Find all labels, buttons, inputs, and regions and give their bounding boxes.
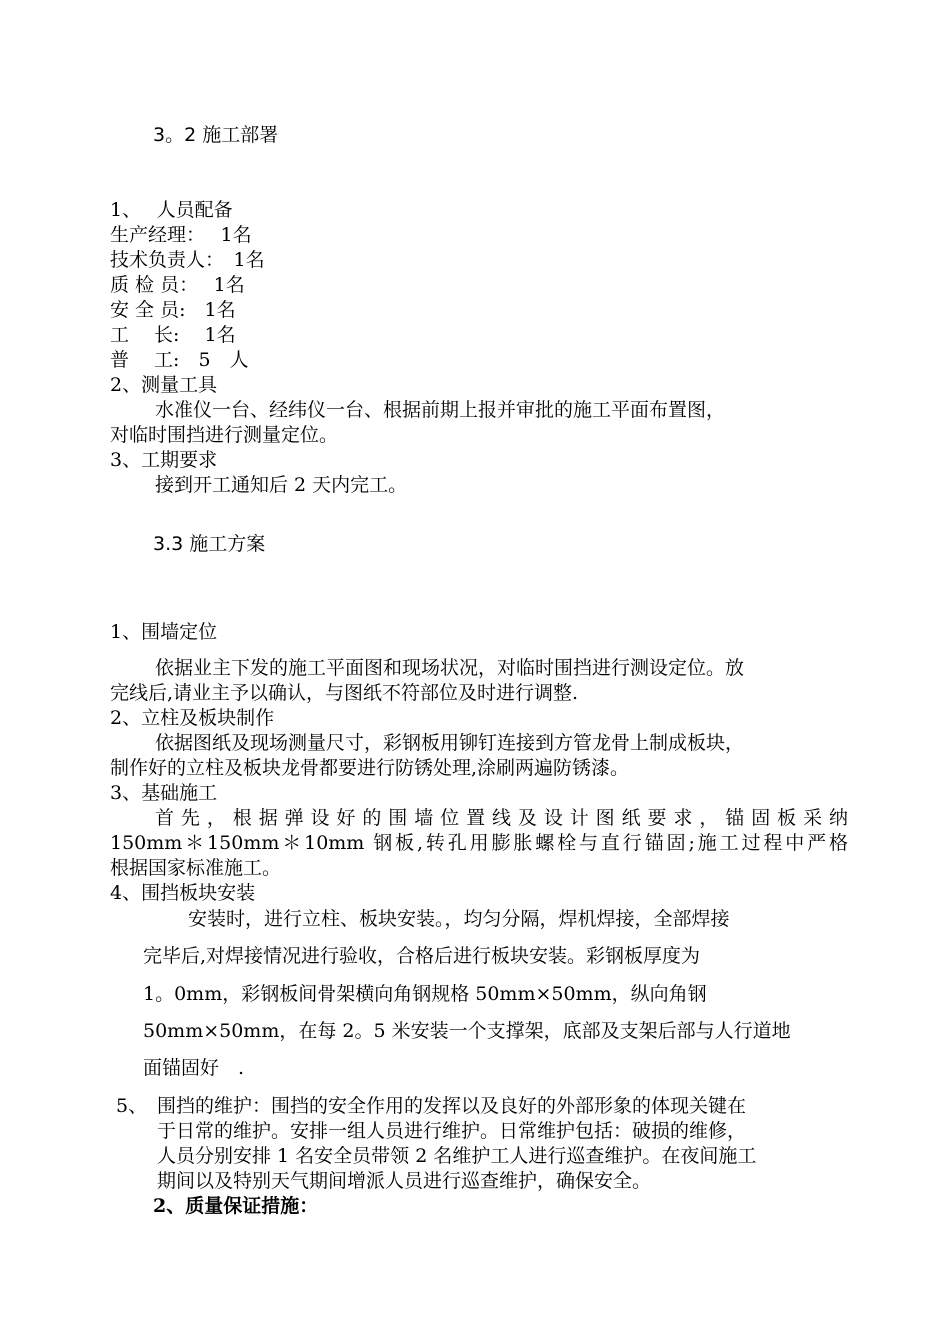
foundation-line-3: 根据国家标准施工。	[110, 857, 282, 879]
measurement-text-line-2: 对临时围挡进行测量定位。	[110, 424, 339, 446]
wall-positioning-line-1: 依据业主下发的施工平面图和现场状况，对临时围挡进行测设定位。放	[155, 657, 745, 679]
maintenance-line-1: 围挡的维护：围挡的安全作用的发挥以及良好的外部形象的体现关键在	[157, 1095, 747, 1117]
foundation-line-1: 首先，根据弹设好的围墙位置线及设计图纸要求，锚固板采纳	[155, 807, 848, 829]
fabrication-line-1: 依据图纸及现场测量尺寸，彩钢板用铆钉连接到方管龙骨上制成板块，	[155, 732, 745, 754]
staff-foreman: 工 长: 1名	[110, 324, 236, 346]
installation-line-3: 1。0mm，彩钢板间骨架横向角钢规格 50mm×50mm，纵向角钢	[143, 983, 707, 1005]
item-title-schedule: 3、工期要求	[110, 449, 218, 471]
item-title-foundation: 3、基础施工	[110, 782, 218, 804]
maintenance-item-number: 5、	[116, 1095, 148, 1117]
item-title-panel-installation: 4、围挡板块安装	[110, 882, 256, 904]
wall-positioning-line-2: 完线后,请业主予以确认，与图纸不符部位及时进行调整.	[110, 682, 579, 704]
section-heading-3-3: 3.3 施工方案	[153, 533, 266, 555]
item-title-column-panel-fabrication: 2、立柱及板块制作	[110, 707, 275, 729]
installation-line-1: 安装时，进行立柱、板块安装。，均匀分隔，焊机焊接，全部焊接	[188, 908, 730, 930]
quality-assurance-heading: 2、质量保证措施：	[153, 1195, 319, 1217]
staff-production-manager: 生产经理： 1名	[110, 224, 252, 246]
installation-line-2: 完毕后,对焊接情况进行验收，合格后进行板块安装。彩钢板厚度为	[143, 945, 701, 967]
staff-technical-lead: 技术负责人： 1名	[110, 249, 265, 271]
item-title-measurement-tools: 2、测量工具	[110, 374, 218, 396]
schedule-text: 接到开工通知后 2 天内完工。	[155, 474, 408, 496]
maintenance-line-4: 期间以及特别天气期间增派人员进行巡查维护，确保安全。	[157, 1170, 652, 1192]
item-title-wall-positioning: 1、围墙定位	[110, 621, 218, 643]
fabrication-line-2: 制作好的立柱及板块龙骨都要进行防锈处理,涂刷两遍防锈漆。	[110, 757, 630, 779]
installation-line-4: 50mm×50mm，在每 2。5 米安装一个支撑架，底部及支架后部与人行道地	[143, 1020, 791, 1042]
staff-safety-officer: 安 全 员: 1名	[110, 299, 236, 321]
staff-general-workers: 普 工: 5 人	[110, 349, 249, 371]
section-heading-3-2: 3。2 施工部署	[153, 124, 279, 146]
measurement-text-line-1: 水准仪一台、经纬仪一台、根据前期上报并审批的施工平面布置图，	[155, 399, 726, 421]
foundation-line-2: 150mm＊150mm＊10mm 钢板,转孔用膨胀螺栓与直行锚固;施工过程中严格	[110, 832, 848, 854]
maintenance-line-3: 人员分别安排 1 名安全员带领 2 名维护工人进行巡查维护。在夜间施工	[157, 1145, 757, 1167]
staff-quality-inspector: 质 检 员： 1名	[110, 274, 245, 296]
maintenance-line-2: 于日常的维护。安排一组人员进行维护。日常维护包括：破损的维修，	[157, 1120, 747, 1142]
installation-line-5: 面锚固好 .	[143, 1057, 245, 1079]
item-title-staffing: 1、 人员配备	[110, 199, 233, 221]
